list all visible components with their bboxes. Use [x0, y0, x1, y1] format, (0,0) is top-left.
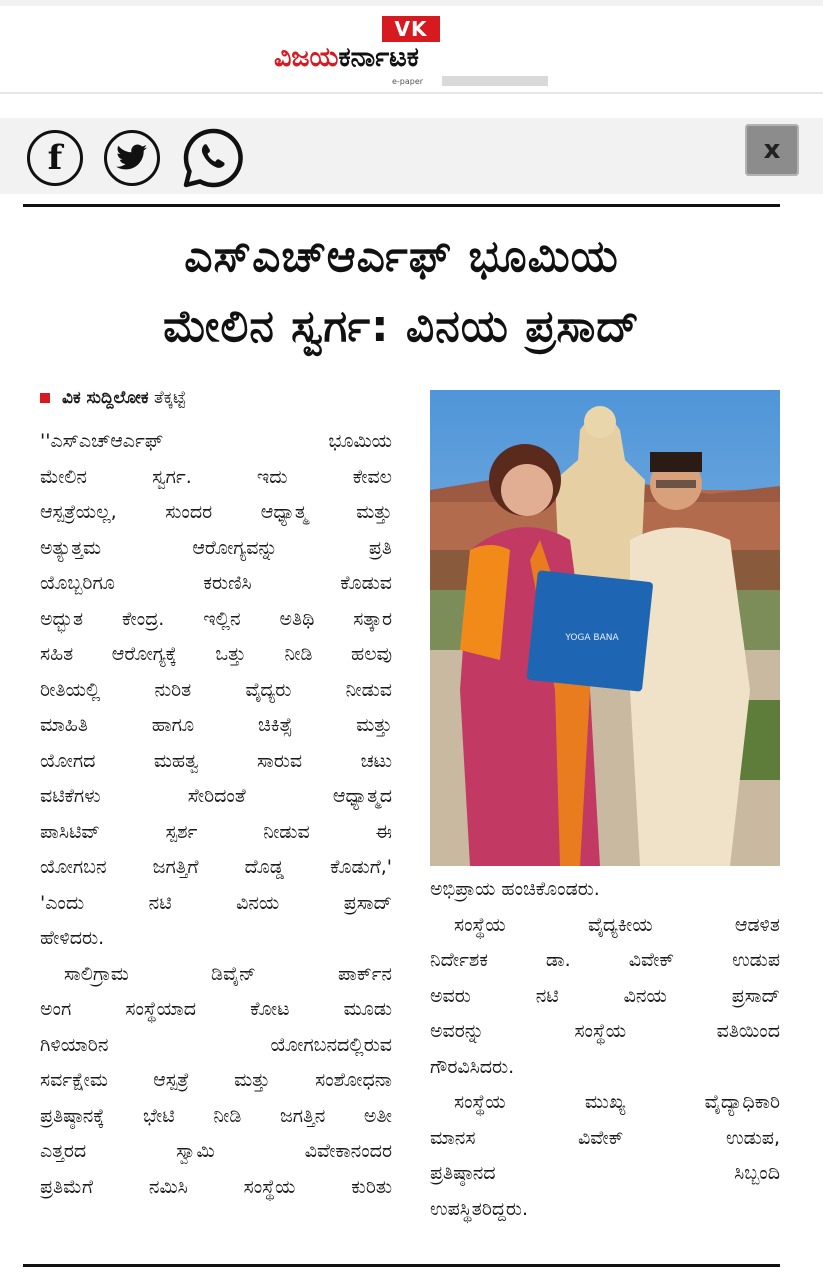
twitter-icon[interactable] [104, 130, 160, 186]
body-line: 'ಎಂದು ನಟಿ ವಿನಯ ಪ್ರಸಾದ್ [40, 891, 392, 914]
body-line: ಅಭಿಪ್ರಾಯ ಹಂಚಿಕೊಂಡರು. [430, 878, 600, 900]
byline-place: ತೆಕ್ಕಟ್ಟೆ [154, 388, 186, 408]
body-line: ಮೇಲಿನ ಸ್ವರ್ಗ. ಇದು ಕೇವಲ [40, 465, 392, 488]
body-line: ಸಂಸ್ಥೆಯ ವೈದ್ಯಕೀಯ ಆಡಳಿತ [454, 913, 780, 936]
logo-underline [442, 76, 548, 86]
facebook-icon[interactable] [27, 130, 83, 186]
masthead [0, 6, 823, 92]
body-line: ಪ್ರತಿಷ್ಠಾನಕ್ಕೆ ಭೇಟಿ ನೀಡಿ ಜಗತ್ತಿನ ಅತೀ [40, 1104, 392, 1127]
logo-subtitle: e-paper [392, 77, 424, 86]
photo-bag-text: YOGA BANA [565, 633, 619, 643]
whatsapp-glyph [181, 126, 245, 190]
body-line: ಎತ್ತರದ ಸ್ವಾಮಿ ವಿವೇಕಾನಂದರ [40, 1140, 392, 1162]
body-line: ಗೌರವಿಸಿದರು. [430, 1055, 515, 1078]
masthead-divider [0, 92, 823, 94]
logo-word-black: ಕರ್ನಾಟಕ [338, 42, 419, 73]
byline [40, 386, 186, 410]
body-line: ಆಸ್ಪತ್ರೆಯಲ್ಲ, ಸುಂದರ ಆಧ್ಯಾತ್ಮ ಮತ್ತು [40, 501, 392, 523]
close-button[interactable]: x [745, 124, 799, 176]
body-line: ಯೋಗದ ಮಹತ್ವ ಸಾರುವ ಚಟು [40, 749, 392, 772]
body-line: ಸಹಿತ ಆರೋಗ್ಯಕ್ಕೆ ಒತ್ತು ನೀಡಿ ಹಲವು [40, 643, 392, 665]
logo-wordmark [274, 42, 419, 74]
body-line: ಸಾಲಿಗ್ರಾಮ ಡಿವೈನ್ ಪಾರ್ಕ್‌ನ [64, 962, 392, 985]
body-line: ಸರ್ವಕ್ಷೇಮ ಆಸ್ಪತ್ರೆ ಮತ್ತು ಸಂಶೋಧನಾ [40, 1069, 392, 1091]
headline-line-2: ಮೇಲಿನ ಸ್ವರ್ಗ: ವಿನಯ ಪ್ರಸಾದ್ [163, 301, 640, 352]
body-line: ರೀತಿಯಲ್ಲಿ ನುರಿತ ವೈದ್ಯರು ನೀಡುವ [40, 678, 392, 701]
body-line: ಅತ್ಯುತ್ತಮ ಆರೋಗ್ಯವನ್ನು ಪ್ರತಿ [40, 536, 392, 559]
body-line: ಪ್ರತಿಮೆಗೆ ನಮಿಸಿ ಸಂಸ್ಥೆಯ ಕುರಿತು [40, 1175, 392, 1198]
body-line: ಸಂಸ್ಥೆಯ ಮುಖ್ಯ ವೈದ್ಯಾಧಿಕಾರಿ [454, 1091, 780, 1113]
share-bar [0, 118, 823, 194]
body-line: ಹೇಳಿದರು. [40, 927, 105, 949]
article-column-left [40, 424, 392, 1205]
facebook-glyph: f [47, 138, 63, 178]
vk-badge: VK [382, 16, 440, 42]
headline-line-1: ಎಸ್ಎಚ್ಆರ್ಎಫ್ ಭೂಮಿಯ [184, 231, 619, 282]
vijaya-karnataka-logo[interactable] [274, 14, 550, 92]
top-rule [23, 204, 780, 207]
body-line: ಅದ್ಭುತ ಕೇಂದ್ರ. ಇಲ್ಲಿನ ಅತಿಥಿ ಸತ್ಕಾರ [40, 607, 392, 630]
body-line: ಅಂಗ ಸಂಸ್ಥೆಯಾದ ಕೋಟ ಮೂಡು [40, 998, 392, 1020]
body-line: ಯೋಗಬನ ಜಗತ್ತಿಗೆ ದೊಡ್ಡ ಕೊಡುಗೆ,' [40, 856, 392, 878]
body-line: ಅವರು ನಟಿ ವಿನಯ ಪ್ರಸಾದ್ [430, 984, 780, 1007]
bottom-rule [23, 1264, 780, 1267]
body-line: ಪ್ರತಿಷ್ಠಾನದ ಸಿಬ್ಬಂದಿ [430, 1162, 780, 1184]
body-line: ''ಎಸ್ಎಚ್ಆರ್ಎಫ್ ಭೂಮಿಯ [40, 430, 392, 452]
article-column-right [430, 872, 780, 1227]
body-line: ಯೊಬ್ಬರಿಗೂ ಕರುಣಿಸಿ ಕೊಡುವ [40, 572, 392, 594]
twitter-bird-glyph [116, 144, 148, 172]
body-line: ನಿರ್ದೇಶಕ ಡಾ. ವಿವೇಕ್ ಉಡುಪ [430, 949, 780, 971]
article-photo [430, 390, 780, 866]
body-line: ಮಾನಸ ವಿವೇಕ್ ಉಡುಪ, [430, 1126, 780, 1149]
body-line: ಗಿಳಿಯಾರಿನ ಯೋಗಬನದಲ್ಲಿರುವ [40, 1033, 392, 1056]
body-line: ಮಾಹಿತಿ ಹಾಗೂ ಚಿಕಿತ್ಸೆ ಮತ್ತು [40, 714, 392, 736]
whatsapp-icon[interactable] [181, 126, 245, 190]
body-line: ಪಾಸಿಟಿವ್ ಸ್ಪರ್ಶ ನೀಡುವ ಈ [40, 820, 392, 843]
body-line: ಉಪಸ್ಥಿತರಿದ್ದರು. [430, 1197, 529, 1220]
logo-word-red: ವಿಜಯ [274, 42, 339, 73]
body-line: ಅವರನ್ನು ಸಂಸ್ಥೆಯ ವತಿಯಿಂದ [430, 1020, 780, 1042]
article-photo-illustration [430, 390, 780, 866]
byline-source: ವಿಕ ಸುದ್ದಿಲೋಕ [62, 388, 149, 408]
byline-marker [40, 393, 50, 403]
body-line: ವಟಿಕೆಗಳು ಸೇರಿದಂತೆ ಆಧ್ಯಾತ್ಮದ [40, 785, 392, 807]
